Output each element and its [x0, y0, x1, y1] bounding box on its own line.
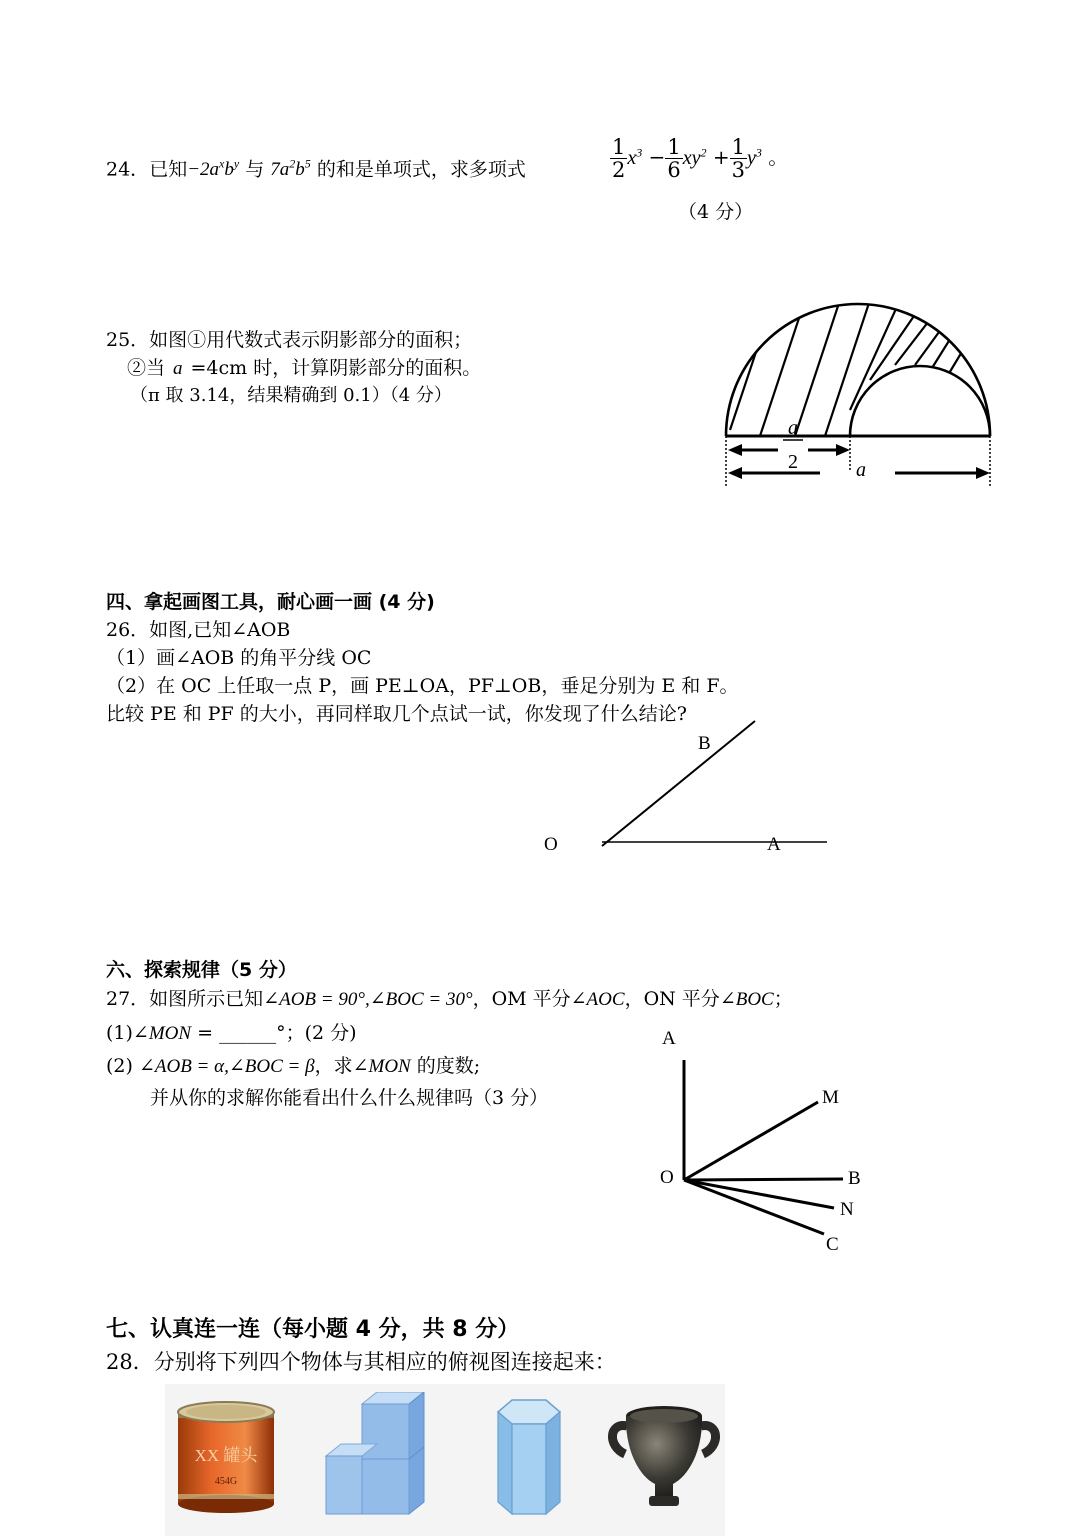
q24-frac-1 [610, 136, 627, 181]
q24-text-2: 与 [245, 158, 265, 181]
section-7-title: 七、认真连一连（每小题 4 分，共 8 分） [106, 1317, 520, 1342]
q27-part-1-angle: ∠MON [132, 1023, 192, 1044]
q28-vase-right-handle [701, 1426, 716, 1454]
q27-angle-figure [650, 1020, 880, 1260]
q24-question [106, 152, 526, 182]
q27-part-2-number: (2) [106, 1055, 139, 1077]
q27-ray-ob [684, 1179, 843, 1180]
q25-half-den: 2 [788, 451, 798, 473]
q27-label-n: N [840, 1199, 854, 1220]
q27-angle-boc: ∠BOC [719, 989, 774, 1010]
q24-frac-3-num: 1 [731, 135, 746, 159]
q27-part-2-text-c: 的度数; [410, 1055, 481, 1077]
q27-text-a: 27．如图所示已知 [106, 988, 264, 1010]
q24-number: 24． [106, 158, 150, 181]
q24-m1-exp-a: x [219, 157, 225, 171]
q24-term-1-exp: 3 [636, 145, 643, 160]
q24-m2-exp-b: 5 [304, 157, 311, 171]
q26-label-o: O [544, 834, 558, 855]
q25-line-1: 25．如图①用代数式表示阴影部分的面积； [106, 329, 473, 351]
q27-label-a: A [662, 1028, 676, 1049]
q25-full-arrowhead-right [976, 467, 990, 479]
q24-term-3-var: y [747, 147, 756, 169]
q27-part-2-line-2: 并从你的求解你能看出什么什么规律吗（3 分） [150, 1087, 549, 1109]
q27-part-1-number: (1) [106, 1022, 133, 1044]
q27-text-c: ，ON 平分 [624, 988, 720, 1010]
q24-monomial-2 [270, 159, 311, 180]
q24-score: （4 分） [678, 201, 754, 223]
q24-m1-b: b [224, 159, 234, 181]
q27-part-1 [106, 1021, 357, 1046]
q24-frac-3-den: 3 [731, 158, 746, 182]
q28-vase-left-handle [612, 1426, 627, 1454]
q26-line-3: （2）在 OC 上任取一点 P，画 PE⊥OA，PF⊥OB，垂足分别为 E 和 F。 [106, 675, 739, 697]
q25-line-2-b: =4cm 时，计算阴影部分的面积。 [190, 357, 482, 379]
q27-label-c: C [826, 1234, 839, 1255]
q27-text-b: ，OM 平分 [472, 988, 571, 1010]
q26-line-4: 比较 PE 和 PF 的大小，再同样取几个点试一试，你发现了什么结论? [106, 703, 687, 725]
q25-inner-arc [850, 366, 990, 436]
q24-period: 。 [768, 145, 789, 169]
q26-label-a: A [767, 834, 781, 855]
q24-m1-exp-b: y [233, 157, 240, 171]
q24-polynomial [610, 136, 788, 181]
q28-text: 28．分别将下列四个物体与其相应的俯视图连接起来： [106, 1350, 616, 1374]
q28-hex-prism-image [488, 1392, 568, 1520]
q24-term-2-exp: 2 [700, 145, 707, 160]
q28-can-label: XX 罐头 [194, 1446, 258, 1465]
q25-line-2-a: ②当 [127, 357, 166, 379]
q25-half-arrowhead-left [728, 444, 742, 456]
q24-frac-3 [730, 136, 747, 181]
section-6-title: 六、探索规律（5 分） [106, 959, 297, 981]
q25-half-arrowhead-right [836, 444, 850, 456]
q27-label-m: M [822, 1087, 839, 1108]
q28-can-image [172, 1398, 280, 1516]
q27-part-2 [106, 1054, 480, 1079]
q28-blocks-image [322, 1392, 432, 1520]
q27-ray-on [684, 1180, 834, 1208]
q27-text-d: ； [773, 988, 793, 1010]
q24-term-3-exp: 3 [755, 145, 762, 160]
q24-term-2-var: xy [682, 147, 701, 169]
q24-term-1-var: x [627, 147, 637, 169]
q26-label-b: B [698, 733, 711, 754]
q27-part-2-angles: ∠AOB = α,∠BOC = β [138, 1056, 315, 1077]
q24-op-plus: + [712, 145, 730, 169]
q24-m2-exp-a: 2 [289, 157, 296, 171]
q24-m1-coef: −2a [187, 159, 220, 181]
q26-angle-figure [530, 715, 840, 865]
q25-half-num: a [788, 417, 798, 439]
q27-ray-oc [684, 1180, 824, 1234]
q27-part-2-text-b: ，求 [314, 1055, 353, 1077]
q27-label-o: O [660, 1167, 674, 1188]
q24-text-3: 的和是单项式，求多项式 [316, 158, 526, 181]
q25-line-3: （π 取 3.14，结果精确到 0.1）（4 分） [130, 385, 452, 406]
q24-m2-b: b [295, 159, 305, 181]
q24-frac-1-den: 2 [612, 158, 626, 182]
q27-given-angles: ∠AOB = 90°,∠BOC = 30° [263, 989, 473, 1010]
q25-full-label: a [856, 459, 866, 481]
q27-line-1 [106, 987, 793, 1012]
q27-ray-om [684, 1102, 818, 1180]
q25-semicircle-figure [700, 290, 1010, 490]
q24-m2-coef: 7a [270, 159, 290, 181]
q24-frac-2-den: 6 [667, 158, 681, 182]
q24-frac-2-num: 1 [667, 135, 681, 159]
q27-part-1-blank: = ______°；(2 分) [191, 1022, 357, 1044]
section-4-title: 四、拿起画图工具，耐心画一画 (4 分) [106, 591, 435, 613]
q24-text-1: 已知 [149, 158, 188, 181]
q28-vase-image [605, 1398, 723, 1516]
q24-monomial-1 [187, 159, 239, 180]
q25-line-2 [127, 356, 481, 381]
q26-line-2: （1）画∠AOB 的角平分线 OC [106, 647, 372, 669]
q24-frac-2 [665, 136, 682, 181]
q26-line-1: 26．如图,已知∠AOB [106, 619, 291, 641]
q24-op-minus: − [648, 145, 666, 169]
q27-part-2-angle-mon: ∠MON [352, 1056, 411, 1077]
q24-frac-1-num: 1 [612, 135, 626, 159]
q27-label-b: B [848, 1168, 861, 1189]
q25-full-arrowhead-left [728, 467, 742, 479]
q28-can-weight: 454G [214, 1476, 238, 1487]
q27-angle-aoc: ∠AOC [570, 989, 625, 1010]
q25-var-a: a [173, 358, 183, 379]
q26-ray-ob [602, 721, 755, 846]
